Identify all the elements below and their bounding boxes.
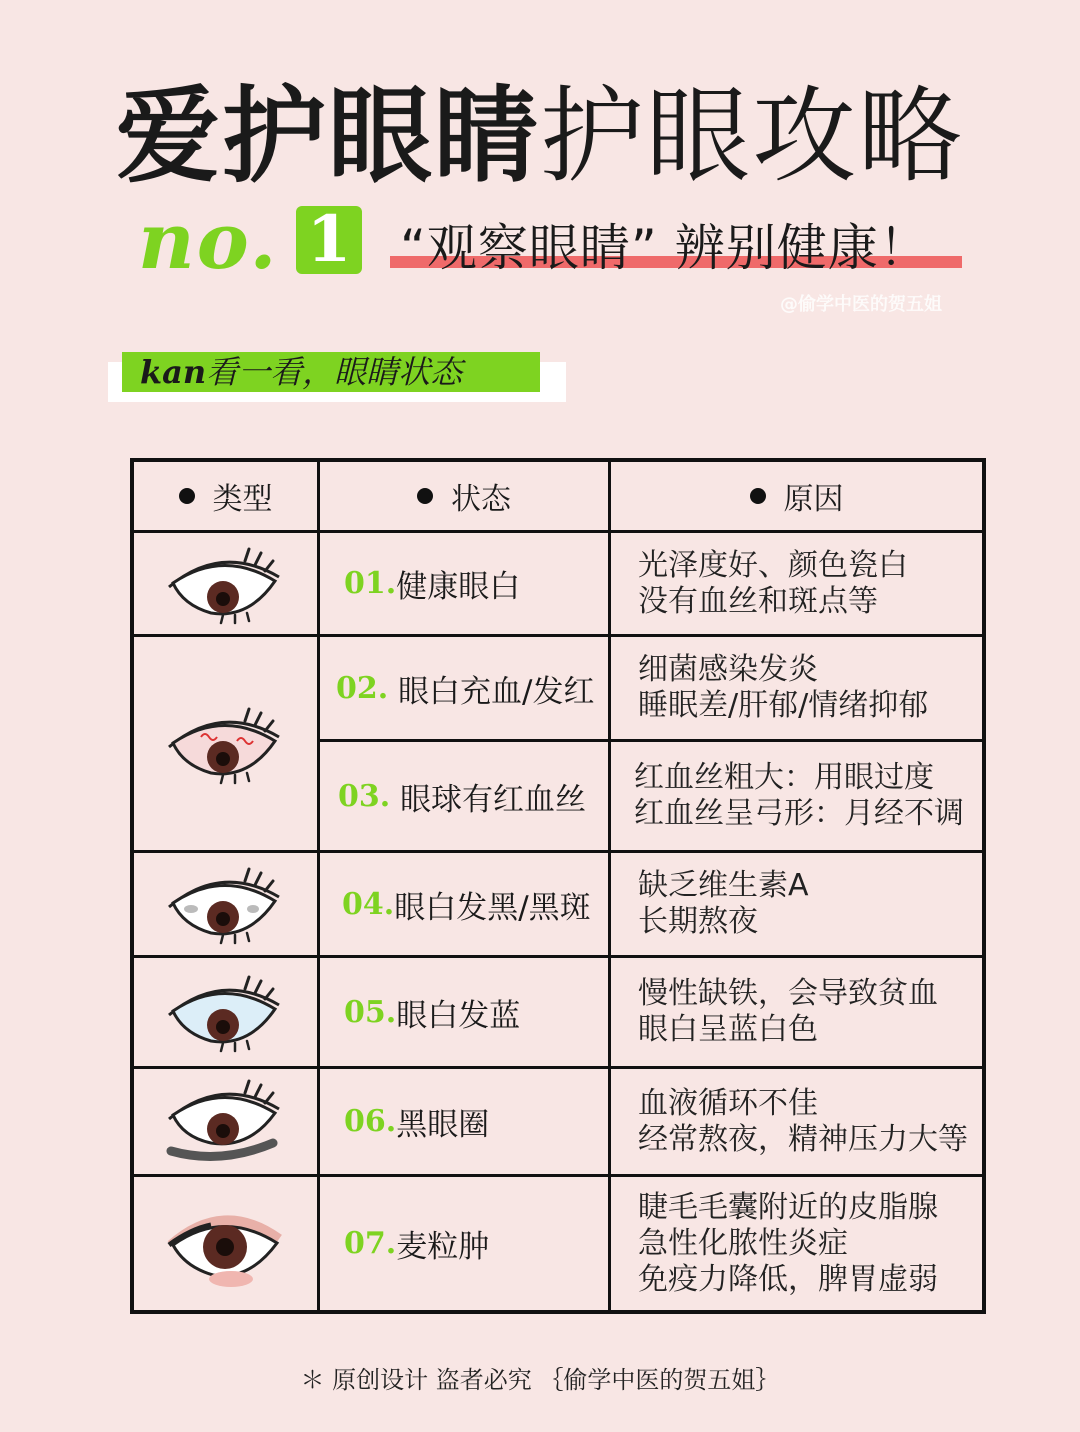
state-cell: 01. 健康眼白 xyxy=(344,566,521,605)
state-cell: 02. 眼白充血/发红 xyxy=(336,670,595,710)
dark-spot-eye-icon xyxy=(134,853,317,955)
section-label-text: 看一看，眼睛状态 xyxy=(206,353,463,391)
reason-cell: 血液循环不佳 经常熬夜，精神压力大等 xyxy=(638,1085,968,1157)
reason-cell: 红血丝粗大：用眼过度 红血丝呈弓形：月经不调 xyxy=(634,760,964,831)
bullet-icon xyxy=(417,488,433,504)
state-cell: 05. 眼白发蓝 xyxy=(344,994,521,1034)
number-badge: 1 xyxy=(296,206,362,274)
bullet-icon xyxy=(750,488,766,504)
header-state: 状态 xyxy=(320,462,608,530)
dark-circle-eye-icon xyxy=(134,1069,317,1174)
stye-eye-icon xyxy=(134,1177,317,1310)
state-cell: 03. 眼球有红血丝 xyxy=(338,778,587,818)
title-bold: 爱护眼睛 xyxy=(115,75,540,197)
state-cell: 07. 麦粒肿 xyxy=(344,1226,490,1265)
col-divider xyxy=(608,462,611,1310)
healthy-eye-icon xyxy=(134,533,317,634)
eye-status-table xyxy=(130,458,986,1314)
section-label-kan: kan xyxy=(140,353,207,391)
reason-cell: 细菌感染发炎 睡眠差/肝郁/情绪抑郁 xyxy=(638,652,929,723)
header-type: 类型 xyxy=(134,462,317,530)
reason-cell: 睫毛毛囊附近的皮脂腺 急性化脓性炎症 免疫力降低，脾胃虚弱 xyxy=(638,1189,938,1297)
header-reason: 原因 xyxy=(611,462,982,530)
bullet-icon xyxy=(179,488,195,504)
blue-white-eye-icon xyxy=(134,958,317,1066)
state-cell: 04. 眼白发黑/黑斑 xyxy=(342,886,591,926)
title-thin: 护眼攻略 xyxy=(540,75,965,197)
bloodshot-eye-icon xyxy=(134,637,317,850)
watermark: @偷学中医的贺五姐 xyxy=(780,294,942,315)
copyright-footer: ＊ 原创设计 盗者必究 ｛偷学中医的贺五姐｝ xyxy=(300,1366,780,1394)
reason-cell: 缺乏维生素A 长期熬夜 xyxy=(638,868,809,939)
col-divider xyxy=(317,462,320,1310)
subtitle: “观察眼睛” 辨别健康！ xyxy=(400,219,930,277)
number-label: no. xyxy=(138,196,279,287)
page-title xyxy=(0,52,1080,202)
state-cell: 06. 黑眼圈 xyxy=(344,1104,490,1143)
reason-cell: 慢性缺铁，会导致贫血 眼白呈蓝白色 xyxy=(638,976,938,1047)
reason-cell: 光泽度好、颜色瓷白 没有血丝和斑点等 xyxy=(638,547,908,619)
section-label xyxy=(140,352,462,392)
